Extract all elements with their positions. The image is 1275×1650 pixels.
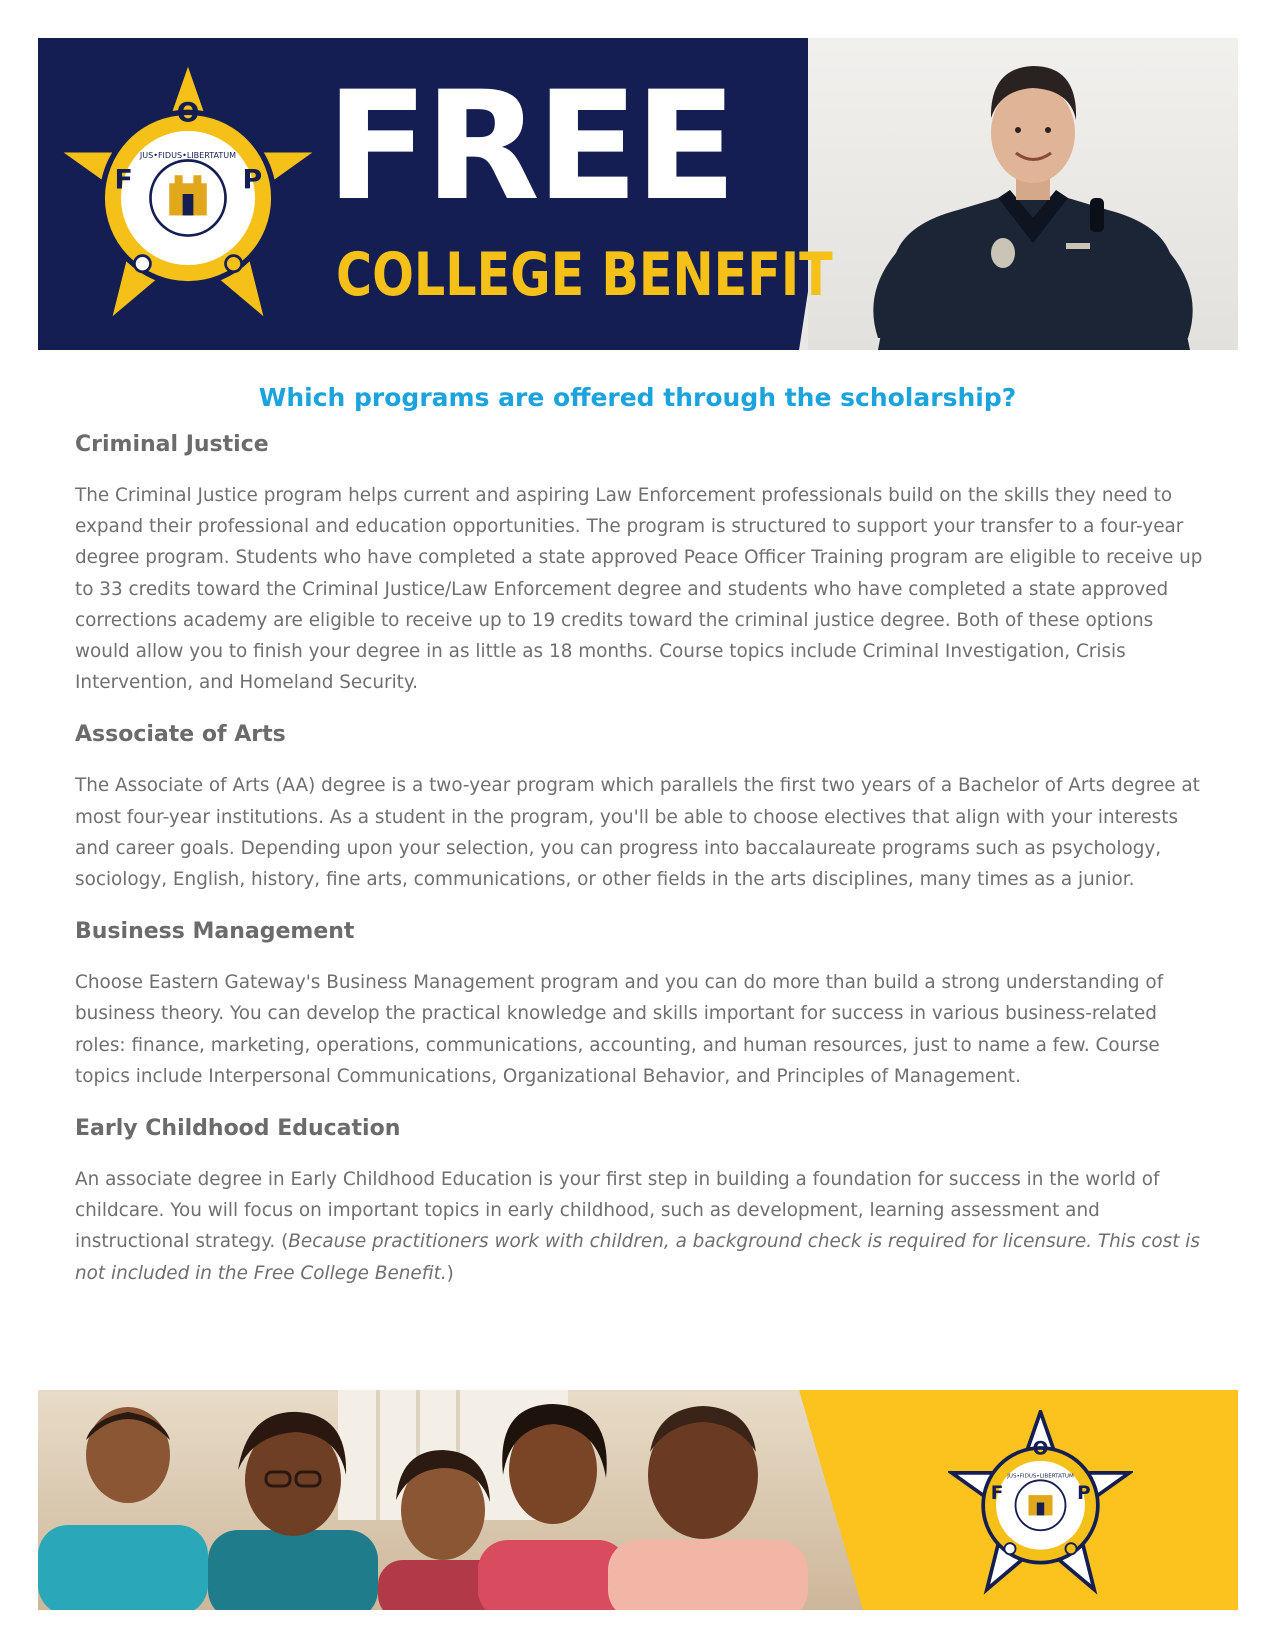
program-description: Choose Eastern Gateway's Business Management program and you can do more than build a strong understanding of business theory. You can develop the practical knowledge and skills important for success in various business-related roles: finance, marketing, operations, communications, accounting, and human resources, just to name a few. Course topics include Interpersonal Communications, Organizational Behavior, and Principles of Management. bbox=[75, 972, 1164, 1087]
logo-letter-f: F bbox=[990, 1482, 1004, 1504]
programs-list bbox=[75, 430, 1205, 1311]
header-banner bbox=[38, 38, 1238, 350]
program-note: Because practitioners work with children, a background check is required for licensure. This cost is not included in the Free College Benefit. bbox=[75, 1231, 1200, 1284]
program-criminal-justice bbox=[75, 430, 1205, 698]
fop-star-badge-icon bbox=[54, 60, 322, 328]
program-title: Criminal Justice bbox=[75, 432, 269, 457]
section-question: Which programs are offered through the scholarship? bbox=[258, 383, 1017, 412]
program-early-childhood-education bbox=[75, 1114, 1205, 1289]
police-officer-photo bbox=[808, 38, 1238, 350]
logo-letter-o: O bbox=[1032, 1438, 1049, 1460]
program-note-close: ) bbox=[446, 1262, 454, 1284]
fop-star-badge-icon bbox=[948, 1410, 1133, 1595]
program-description-text: An associate degree in Early Childhood Education is your first step in building a foundation for success in the world of childcare. You will focus on important topics in early childhood, such as development, learning assessment and instructional strategy. ( bbox=[75, 1169, 1160, 1253]
logo-motto: JUS•FIDUS•LIBERTATUM bbox=[139, 150, 237, 160]
program-associate-of-arts bbox=[75, 720, 1205, 895]
program-description bbox=[75, 1164, 1205, 1289]
program-description: The Associate of Arts (AA) degree is a two-year program which parallels the first two years of a Bachelor of Arts degree at most four-year institutions. As a student in the program, you'll be able to choose electives that align with your interests and career goals. Depending upon your selection, you can progress into baccalaureate programs such as psychology, sociology, English, history, fine arts, communications, or other fields in the arts disciplines, many times as a junior. bbox=[75, 775, 1200, 891]
footer-banner bbox=[38, 1390, 1238, 1610]
program-description: The Criminal Justice program helps current and aspiring Law Enforcement professionals build on the skills they need to expand their professional and education opportunities. The program is structured to support your transfer to a four-year degree program. Students who have completed a state approved Peace Officer Training program are eligible to receive up to 33 credits toward the Criminal Justice/Law Enforcement degree and students who have completed a state approved corrections academy are eligible to receive up to 19 credits toward the criminal justice degree. Both of these options would allow you to finish your degree in as little as 18 months. Course topics include Criminal Investigation, Crisis Intervention, and Homeland Security. bbox=[75, 485, 1203, 694]
logo-letter-p: P bbox=[242, 164, 263, 196]
logo-letter-f: F bbox=[114, 164, 133, 196]
logo-letter-o: O bbox=[176, 97, 200, 129]
program-title: Early Childhood Education bbox=[75, 1116, 401, 1142]
program-business-management bbox=[75, 917, 1205, 1092]
logo-letter-p: P bbox=[1077, 1482, 1091, 1504]
logo-motto: JUS•FIDUS•LIBERTATUM bbox=[1007, 1473, 1074, 1480]
program-title: Associate of Arts bbox=[75, 722, 286, 748]
program-title: Business Management bbox=[75, 919, 355, 945]
page-subtitle: COLLEGE BENEFIT bbox=[336, 240, 833, 310]
page-title: FREE bbox=[326, 60, 733, 234]
